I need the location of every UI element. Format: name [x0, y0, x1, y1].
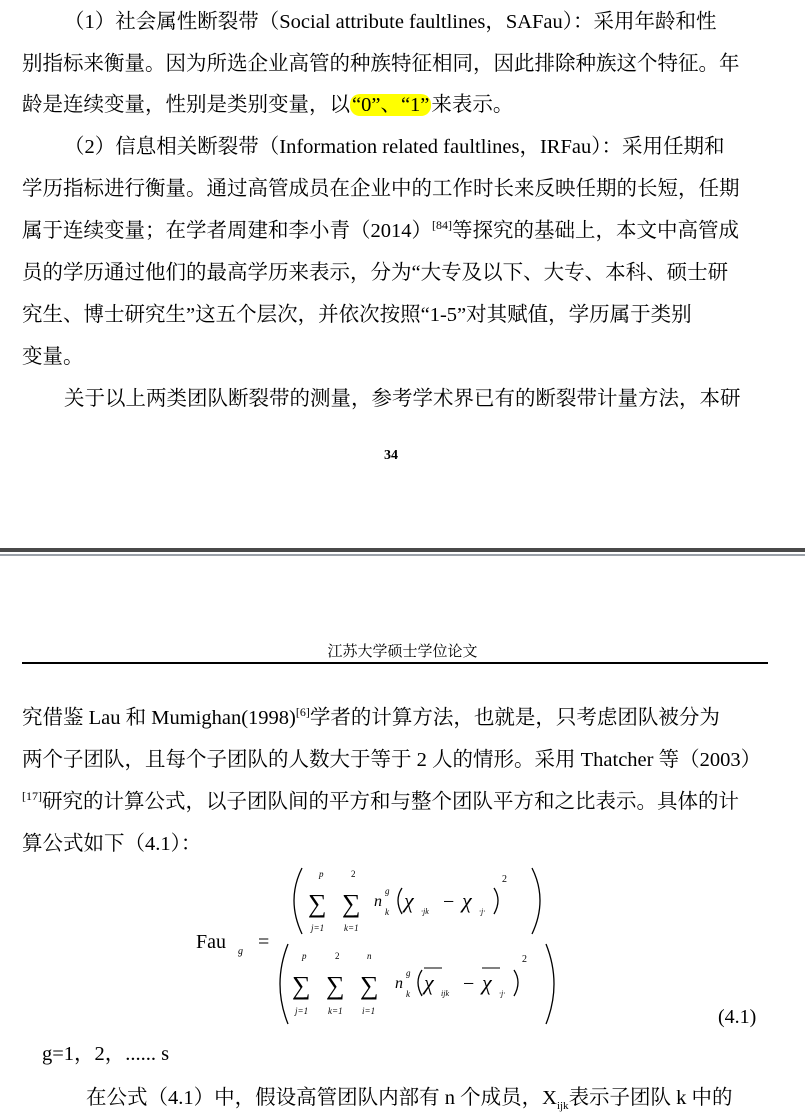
minus: −: [463, 973, 475, 995]
page-separator-shadow: [0, 554, 805, 556]
subscript: ijk: [556, 1100, 569, 1113]
text: 属于连续变量；在学者周建和李小青（2014）: [22, 220, 432, 242]
text-line: 别指标来衡量。因为所选企业高管的种族特征相同，因此排除种族这个特征。年: [22, 53, 740, 75]
equation-number: (4.1): [718, 1006, 757, 1028]
formula: [180, 860, 580, 1030]
citation: [6]: [295, 705, 310, 719]
sigma: ∑: [308, 889, 327, 918]
chi: χ: [404, 888, 414, 913]
text: 在公式（4.1）中，假设高管团队内部有 n 个成员，X: [86, 1087, 557, 1109]
header-rule: [22, 662, 768, 664]
upper-limit: p: [319, 869, 324, 879]
citation: [17]: [22, 789, 42, 803]
text-line: （2）信息相关断裂带（Information related faultlines，IRFau）：采用任期和: [64, 136, 725, 158]
text: 龄是连续变量，性别是类别变量，以: [22, 94, 350, 116]
lower-limit: j=1: [311, 923, 325, 933]
sup: g: [406, 968, 411, 978]
sub: ·j·: [479, 907, 486, 916]
sub: ijk: [441, 989, 449, 998]
text-line: 学历指标进行衡量。通过高管成员在企业中的工作时长来反映任期的长短，任期: [22, 178, 740, 200]
exponent: 2: [502, 874, 507, 885]
upper-limit: p: [302, 951, 307, 961]
formula-lhs: Fau: [196, 931, 226, 953]
sub: k: [406, 989, 410, 999]
n-symbol: n: [395, 975, 403, 992]
paren: [398, 888, 402, 914]
sigma: ∑: [342, 889, 361, 918]
chi: χ: [424, 970, 434, 995]
upper-limit: 2: [351, 869, 356, 879]
text-line: [22, 219, 739, 243]
text-line: [22, 706, 720, 730]
text: 来表示。: [431, 94, 514, 116]
highlighted-text: “0”、“1”: [352, 94, 430, 116]
text: 表示子团队 k 中的: [568, 1087, 733, 1109]
text-line: 算公式如下（4.1）：: [22, 833, 202, 855]
formula-lhs-sub: g: [238, 946, 243, 957]
chi: χ: [482, 970, 492, 995]
text: 究借鉴 Lau 和 Mumighan(1998): [22, 707, 296, 729]
sigma: ∑: [360, 971, 379, 1000]
sub: ·j·: [499, 989, 506, 998]
sub: ·jk: [421, 907, 429, 916]
text-line: [22, 790, 739, 814]
text-line: [22, 93, 513, 117]
chi: χ: [462, 888, 472, 913]
lower-limit: k=1: [344, 923, 359, 933]
paren: [494, 888, 498, 914]
exponent: 2: [522, 954, 527, 965]
sigma: ∑: [292, 971, 311, 1000]
n-symbol: n: [374, 893, 382, 910]
upper-limit: n: [367, 951, 372, 961]
text-line: 究生、博士研究生”这五个层次，并依次按照“1-5”对其赋值，学历属于类别: [22, 304, 692, 326]
lower-limit: i=1: [362, 1006, 376, 1016]
text: 等探究的基础上，本文中高管成: [452, 220, 739, 242]
paren-right: [546, 944, 554, 1024]
text-line: g=1，2，...... s: [42, 1043, 170, 1065]
running-header: 江苏大学硕士学位论文: [327, 644, 478, 660]
text: 研究的计算公式，以子团队间的平方和与整个团队平方和之比表示。具体的计: [42, 791, 739, 813]
paren-right: [532, 868, 540, 934]
sup: g: [385, 886, 390, 896]
page-number: 34: [384, 448, 398, 463]
minus: −: [443, 891, 455, 913]
text-line: [86, 1086, 733, 1118]
text-line: 员的学历通过他们的最高学历来表示，分为“大专及以下、大专、本科、硕士研: [22, 262, 729, 284]
sigma: ∑: [326, 971, 345, 1000]
paren-left: [294, 868, 302, 934]
citation: [84]: [432, 218, 452, 232]
paren: [514, 970, 518, 996]
paren-left: [280, 944, 288, 1024]
upper-limit: 2: [335, 951, 340, 961]
sub: k: [385, 907, 389, 917]
text-line: （1）社会属性断裂带（Social attribute faultlines，SAFau）：采用年龄和性: [64, 11, 717, 33]
paren: [418, 970, 422, 996]
text-line: 关于以上两类团队断裂带的测量，参考学术界已有的断裂带计量方法，本研: [64, 388, 741, 410]
text-line: 两个子团队，且每个子团队的人数大于等于 2 人的情形。采用 Thatcher 等（2003）: [22, 749, 762, 771]
lower-limit: j=1: [295, 1006, 309, 1016]
text-line: 变量。: [22, 346, 84, 368]
page-separator: [0, 548, 805, 552]
formula-equals: =: [258, 931, 270, 953]
lower-limit: k=1: [328, 1006, 343, 1016]
text: 学者的计算方法，也就是，只考虑团队被分为: [309, 707, 720, 729]
